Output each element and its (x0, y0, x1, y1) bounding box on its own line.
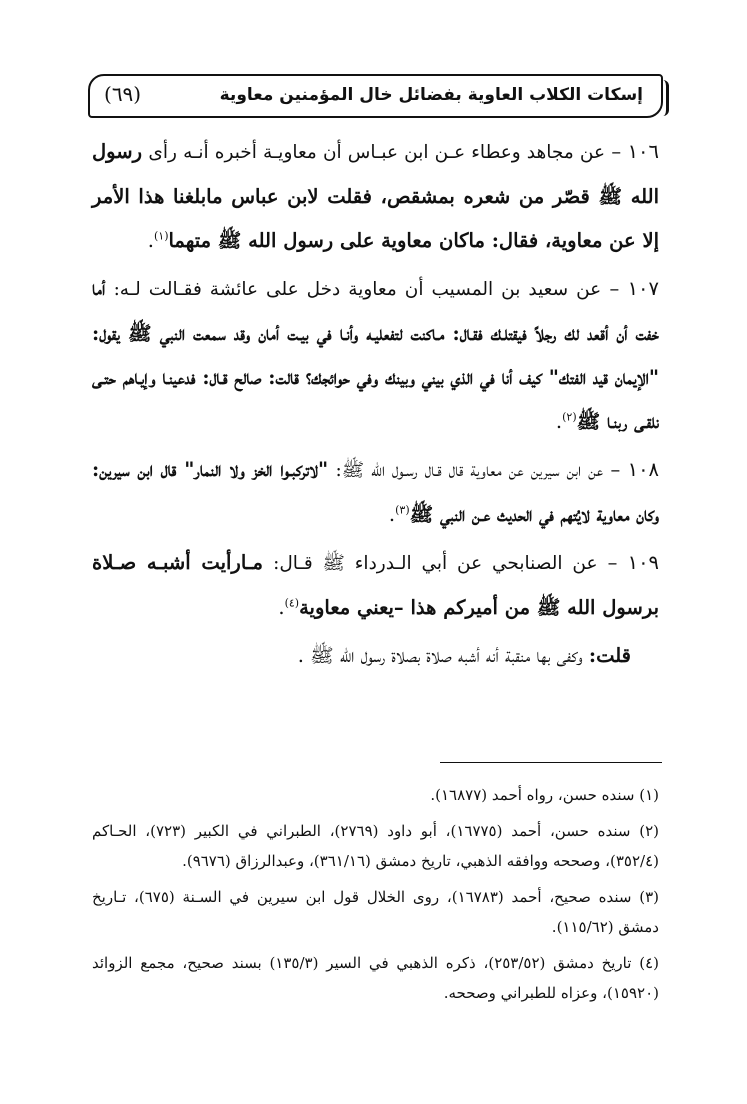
closing-label: قلت: (588, 644, 631, 667)
hadith-matn: رسول الله ﷺ قصّر من شعره بمشقص، فقلت لابن عباس مابلغنا هذا الأمر إلا عن معاوية، فقال: ماكان معاوية على رسول الله ﷺ متهما (92, 140, 659, 252)
hadith-106 (92, 130, 659, 263)
footnote-ref: (٤) (284, 596, 300, 610)
hadith-109 (92, 541, 659, 630)
sentence-end: . (388, 503, 396, 526)
hadith-isnad: عن ابن سيرين عن معاوية قال قـال رسـول الله ﷺ: (335, 460, 604, 481)
hadith-number: ١٠٨ – (603, 458, 660, 481)
running-title: إسكات الكلاب العاوية بفضائل خال المؤمنين معاوية (219, 85, 643, 105)
hadith-number: ١٠٧ – (601, 277, 659, 300)
page-number: (٦٩) (104, 82, 142, 106)
hadith-isnad: عن سعيد بن المسيب أن معاوية دخل على عائشة فقـالت لـه: (113, 279, 602, 300)
closing-remark (92, 634, 659, 678)
hadith-107 (92, 267, 659, 444)
hadith-isnad: عن الصنابحي عن أبي الـدرداء ﷺ قـال: (273, 553, 598, 574)
sentence-end: . (147, 229, 154, 252)
hadith-matn: أما خفت أن أقعد لك رجلاً فيقتلـك فقـال: مـاكنت لتفعليـه وأنـا في بيـت أمان وقد سمعت النبي ﷺ يقول: "الإيمان قيد الفتك" كيف أنا في الذي بيني وبينك وفي حوائجك؟ قالت: صالح قـال: فدعينـا وإيـاهم حتـى نلقـى ربنـا ﷺ (92, 277, 659, 433)
hadith-matn: "لاتركبـوا الخز ولا النمار" قال ابن سيرين: وكان معاوية لايُتهم في الحديث عـن النبي ﷺ (92, 458, 659, 526)
footnote-ref: (٣) (395, 503, 410, 517)
hadith-number: ١٠٩ – (597, 551, 660, 574)
footnote-ref: (١) (153, 229, 169, 243)
footnote-divider (440, 762, 662, 763)
footnote-ref: (٢) (562, 410, 577, 424)
closing-text: وكفى بها منقبة أنه أشبه صلاة بصلاة رسول الله ﷺ . (297, 644, 583, 667)
footnote-4: (٤) تاريخ دمشق (٢٥٣/٥٢)، ذكره الذهبي في السير (١٣٥/٣) بسند صحيح، مجمع الزوائد (١٥٩٢٠)، وعزاه للطبراني وصححه. (92, 954, 659, 1002)
hadith-isnad: عن مجاهد وعطاء عـن ابن عبـاس أن معاويـة أخبره أنـه رأى (148, 142, 605, 163)
footnote-1: (١) سنده حسن، رواه أحمد (١٦٨٧٧). (430, 786, 659, 804)
running-header (88, 74, 663, 118)
hadith-matn: مـارأيت أشبـه صـلاة برسول الله ﷺ من أميركم هذا –يعني معاوية (92, 551, 659, 619)
footnotes (92, 780, 659, 1014)
main-text (92, 130, 659, 682)
hadith-108 (92, 448, 659, 537)
footnote-2: (٢) سنده حسن، أحمد (١٦٧٧٥)، أبو داود (٢٧٦٩)، الطبراني في الكبير (٧٢٣)، الحـاكم (٣٥٢/٤)، وصححه ووافقه الذهبي، تاريخ دمشق (٣٦١/١٦)، وعبدالرزاق (٩٦٧٦). (92, 822, 659, 870)
sentence-end: . (555, 410, 563, 433)
footnote-3: (٣) سنده صحيح، أحمد (١٦٧٨٣)، روى الخلال قول ابن سيرين في السـنة (٦٧٥)، تـاريخ دمشق (١١٥/٦٢). (92, 888, 659, 936)
hadith-number: ١٠٦ – (604, 140, 659, 163)
sentence-end: . (278, 596, 285, 619)
